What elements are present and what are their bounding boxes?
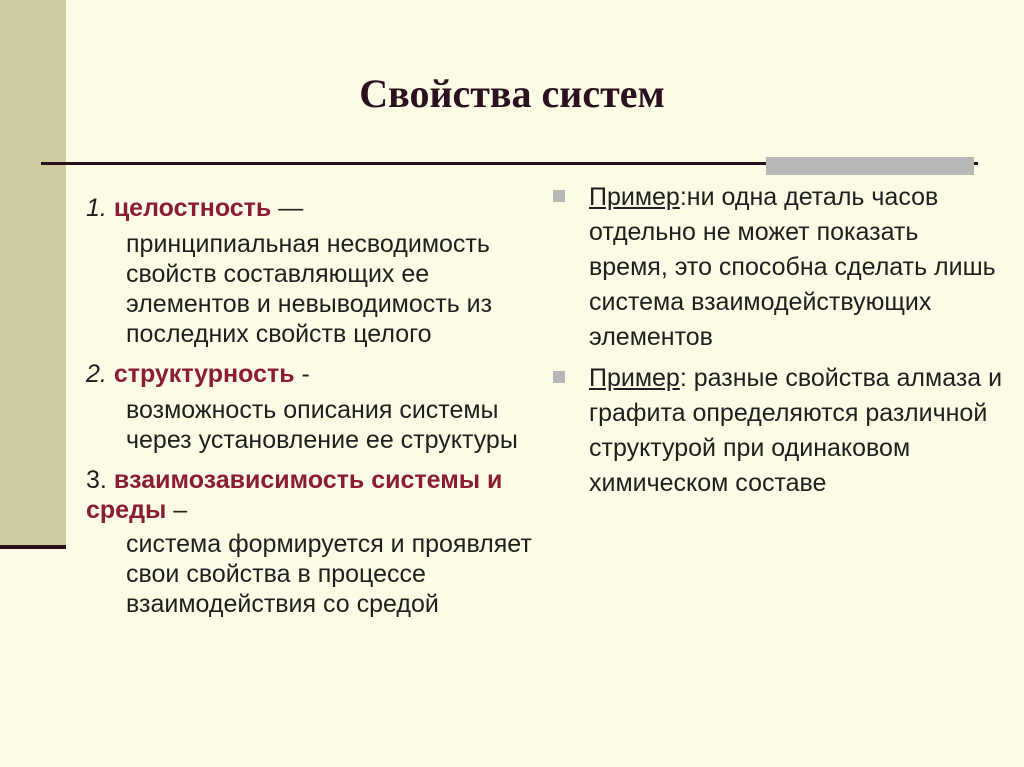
property-1-number: 1. [86, 194, 107, 222]
property-item-3 [86, 465, 540, 619]
example-item-2 [553, 361, 1003, 501]
square-bullet-icon [553, 190, 565, 202]
property-item-1 [86, 193, 540, 349]
examples-list [553, 180, 1003, 507]
property-2-number: 2. [86, 360, 107, 388]
example-1-label: Пример [589, 183, 680, 211]
property-3-description: система формируется и проявляет свои свойства в процессе взаимодействия со средой [126, 530, 532, 618]
left-band-bottom-rule [0, 545, 66, 549]
property-3-term: взаимозависимость системы и среды [86, 466, 503, 524]
example-1-text: :ни одна деталь часов отдельно не может показать время, это способна сделать лишь система взаимодействующих элементов [589, 183, 996, 351]
title-accent-bar [766, 157, 974, 175]
property-item-2 [86, 359, 540, 455]
property-2-heading [86, 359, 540, 389]
property-1-term: целостность [113, 194, 272, 222]
slide-title: Свойства систем [359, 71, 665, 116]
example-item-1 [553, 180, 1003, 355]
properties-list [86, 193, 540, 629]
property-3-heading [86, 465, 540, 525]
property-1-dash: — [278, 194, 304, 222]
property-2-term: структурность [113, 360, 295, 388]
property-1-description: принципиальная несводимость свойств составляющих ее элементов и невыводимость из последних свойств целого [126, 230, 493, 348]
property-2-description: возможность описания системы через установление ее структуры [126, 396, 518, 454]
square-bullet-icon [553, 371, 565, 383]
property-2-dash: - [301, 360, 310, 388]
example-2-text: : разные свойства алмаза и графита определяются различной структурой при одинаковом химическом составе [589, 364, 1003, 497]
property-3-number: 3. [86, 466, 107, 494]
property-1-heading [86, 193, 540, 223]
property-3-dash: – [173, 496, 188, 524]
example-2-label: Пример [589, 364, 680, 392]
